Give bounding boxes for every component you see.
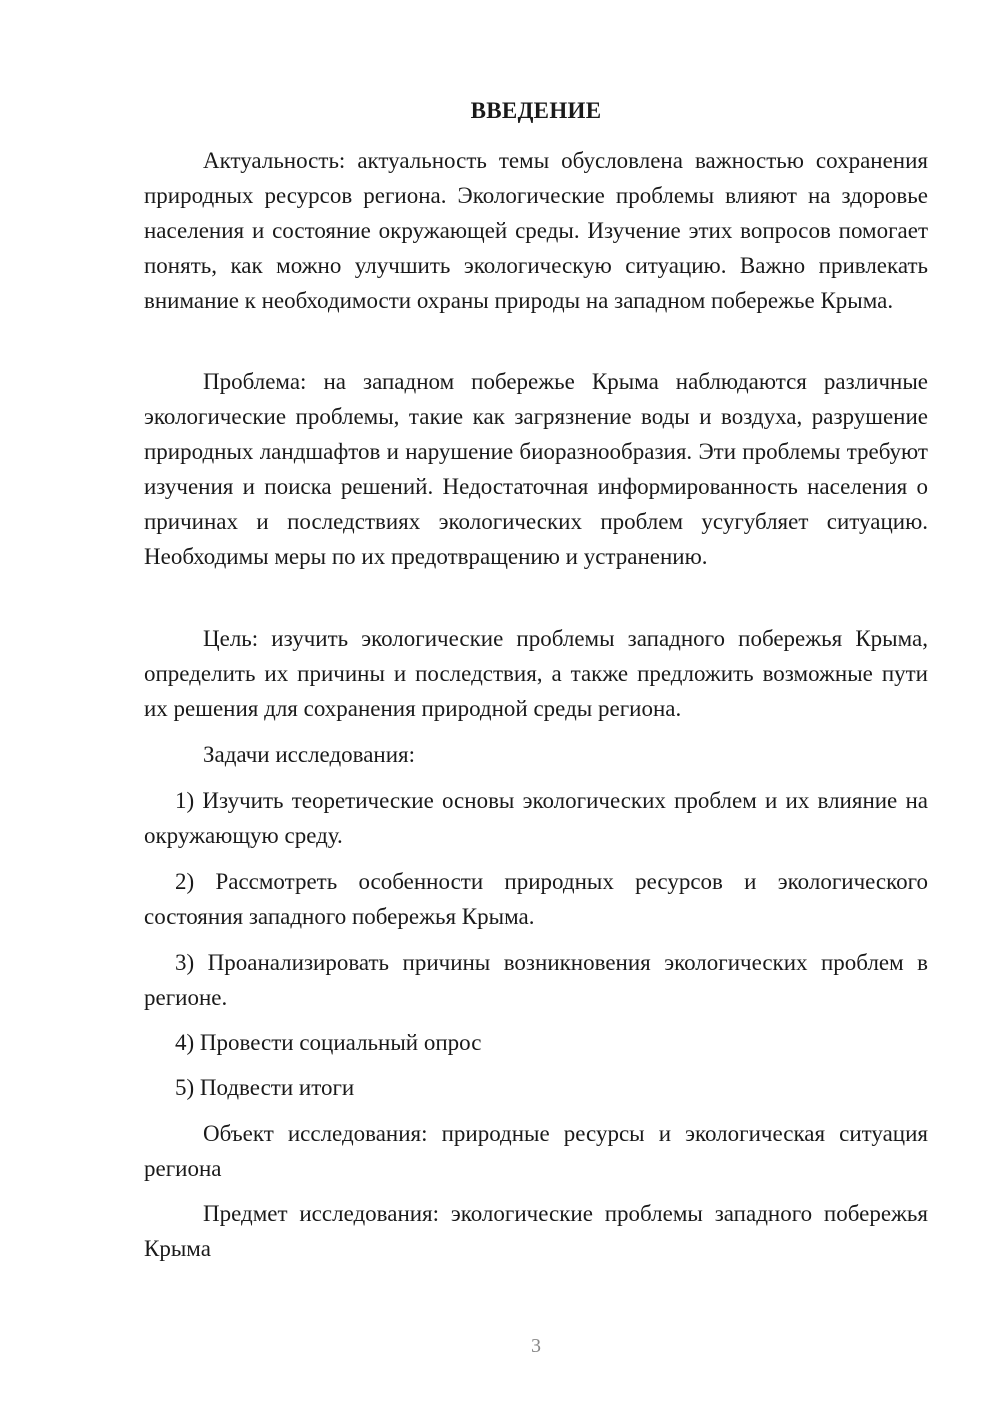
task-item-1: 1) Изучить теоретические основы экологических проблем и их влияние на окружающую среду. (144, 788, 928, 848)
task-item-5: 5) Подвести итоги (175, 1075, 355, 1100)
task-item-4: 4) Провести социальный опрос (175, 1030, 482, 1055)
document-page (144, 0, 928, 1414)
task-item-2: 2) Рассмотреть особенности природных ресурсов и экологического состояния западного побережья Крыма. (144, 869, 928, 929)
task-item-3: 3) Проанализировать причины возникновения экологических проблем в регионе. (144, 950, 928, 1010)
paragraph-subject: Предмет исследования: экологические проблемы западного побережья Крыма (144, 1201, 928, 1261)
tasks-heading: Задачи исследования: (203, 742, 416, 767)
page-number: 3 (531, 1335, 541, 1357)
page-title: ВВЕДЕНИЕ (470, 98, 602, 123)
paragraph-relevance: Актуальность: актуальность темы обусловлена важностью сохранения природных ресурсов региона. Экологические проблемы влияют на здоровье населения и состояние окружающей среды. Изучение этих вопросов помогает понять, как можно улучшить экологическую ситуацию. Важно привлекать внимание к необходимости охраны природы на западном побережье Крыма. (144, 148, 928, 313)
paragraph-problem: Проблема: на западном побережье Крыма наблюдаются различные экологические проблемы, такие как загрязнение воды и воздуха, разрушение природных ландшафтов и нарушение биоразнообразия. Эти проблемы требуют изучения и поиска решений. Недостаточная информированность населения о причинах и последствиях экологических проблем усугубляет ситуацию. Необходимы меры по их предотвращению и устранению. (144, 369, 928, 569)
paragraph-goal: Цель: изучить экологические проблемы западного побережья Крыма, определить их причины и последствия, а также предложить возможные пути их решения для сохранения природной среды региона. (144, 626, 928, 721)
paragraph-object: Объект исследования: природные ресурсы и экологическая ситуация региона (144, 1121, 928, 1181)
